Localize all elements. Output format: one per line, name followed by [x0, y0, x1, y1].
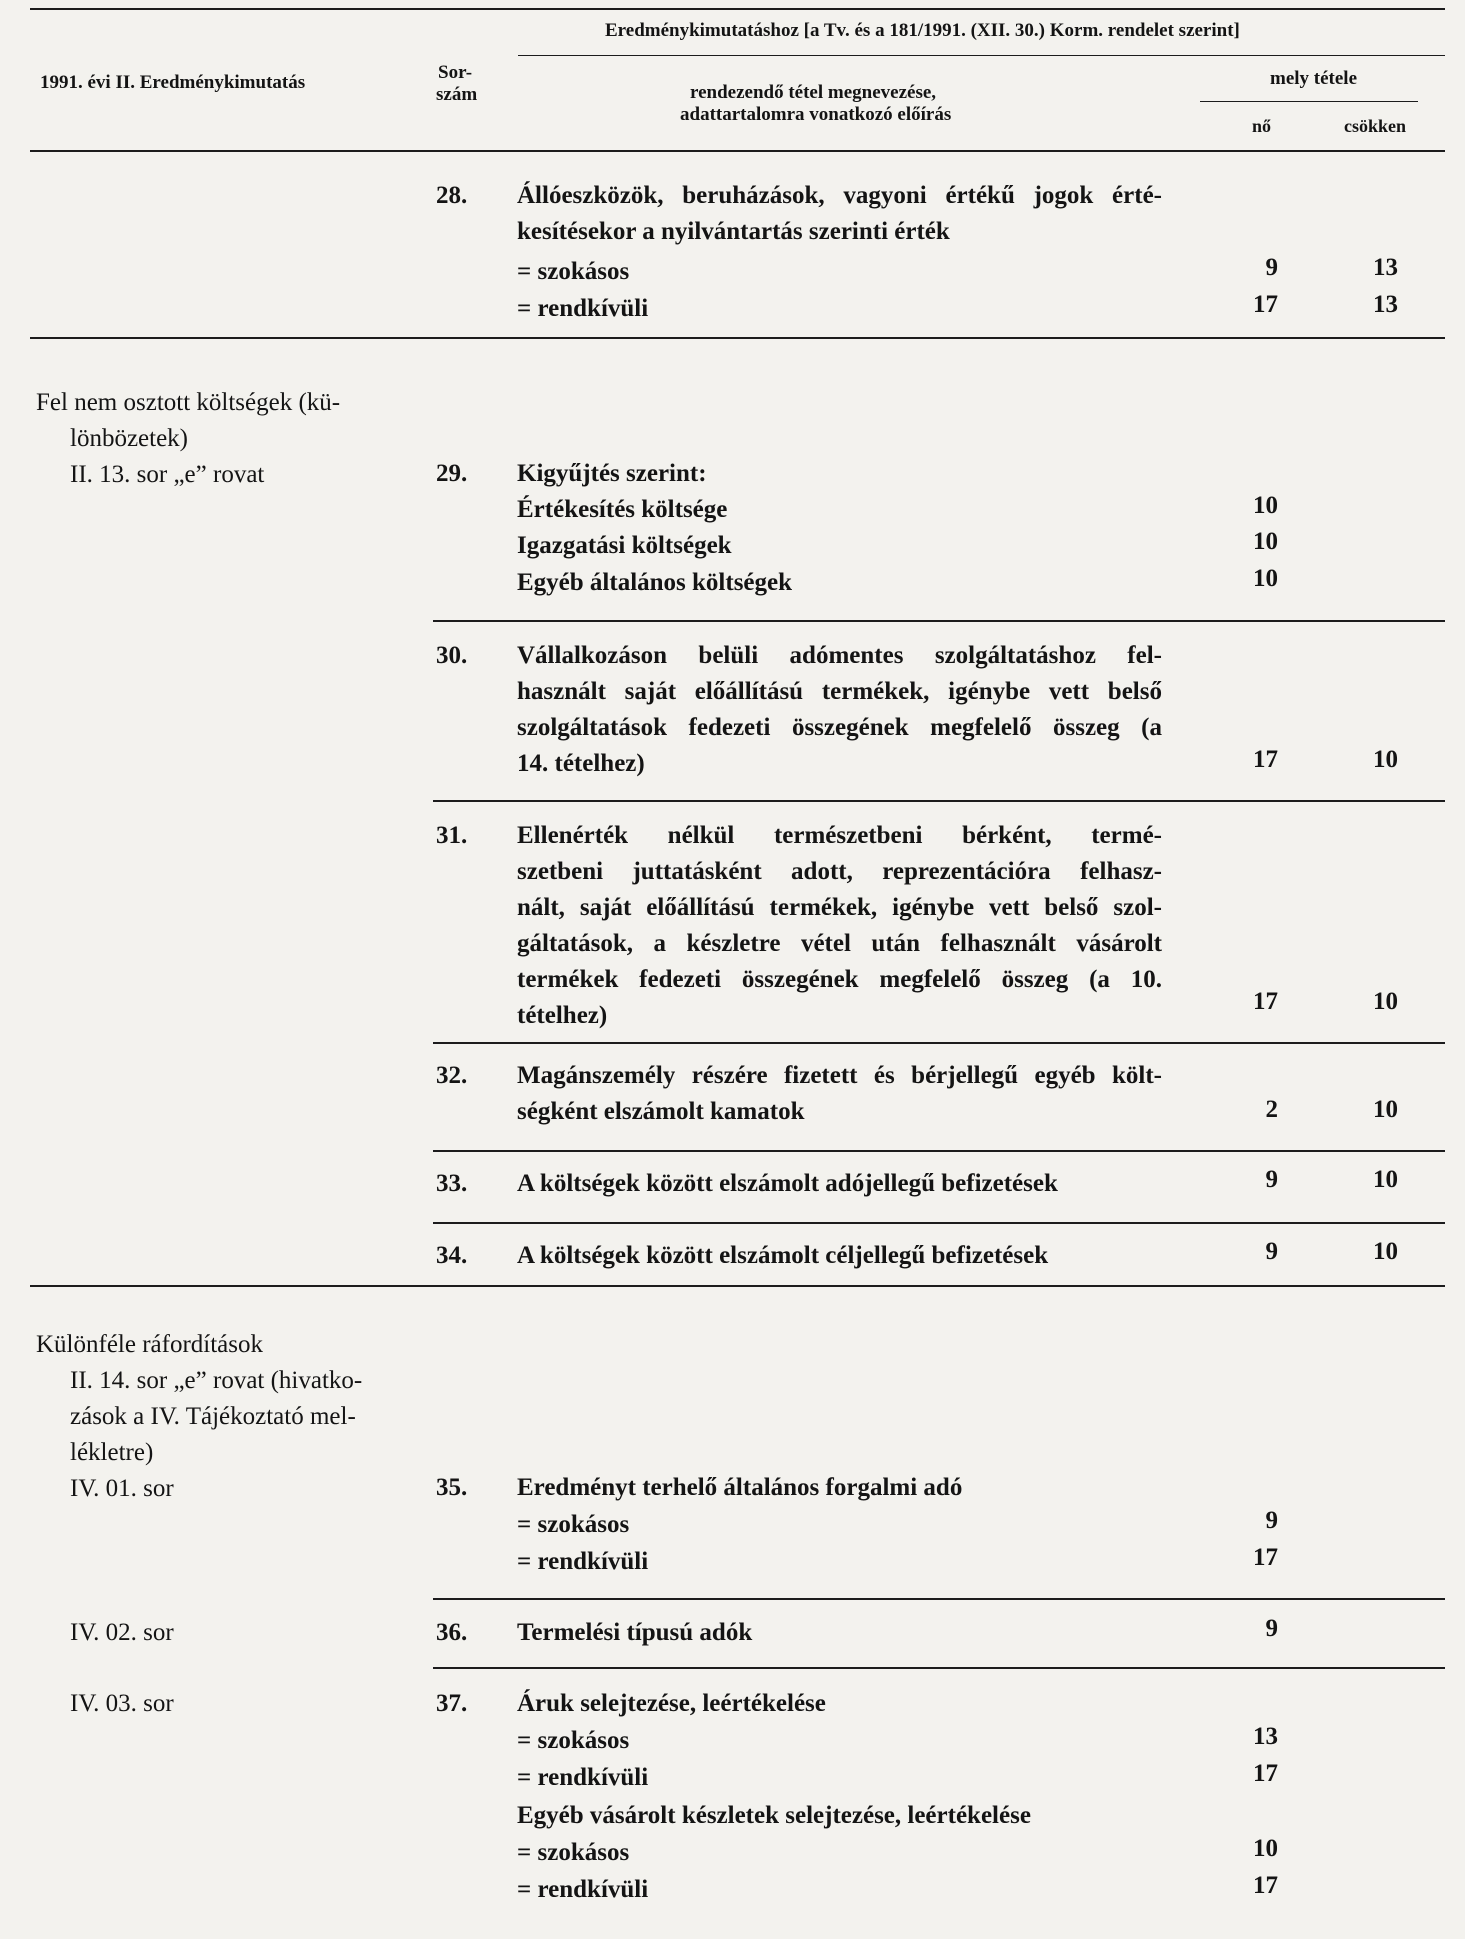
header-top-title: Eredménykimutatáshoz [a Tv. és a 181/1991. (XII. 30.) Korm. rendelet szerint] [605, 20, 1240, 41]
row-35-number: 35. [436, 1474, 468, 1501]
header-item-1: rendezendő tétel megnevezése, [690, 82, 937, 103]
row-37-sub2-no: 17 [1253, 1872, 1278, 1899]
header-no: nő [1252, 116, 1272, 136]
left-group-line: lékletre) [70, 1439, 154, 1466]
row-28-sub-label: = szokásos [517, 258, 630, 285]
rule-after-36 [433, 1667, 1445, 1669]
row-37-sub2-label: = rendkívüli [517, 1876, 649, 1903]
rule-after-34 [30, 1285, 1445, 1287]
row-34-text: A költségek között elszámolt céljellegű befizetések [517, 1242, 1049, 1269]
row-29-sub-label: Egyéb általános költségek [517, 569, 793, 596]
row-28-sub-label: = rendkívüli [517, 295, 649, 322]
row-29-sub-no: 10 [1253, 492, 1278, 519]
row-30-line: használt saját előállítású termékek, igénybe vett belső [517, 678, 1162, 705]
row-32-line: Magánszemély részére fizetett és bérjellegű egyéb költ- [517, 1062, 1162, 1089]
row-28-sub-no: 17 [1253, 291, 1278, 318]
left-iv03: IV. 03. sor [70, 1690, 174, 1717]
row-31-no: 17 [1253, 988, 1278, 1015]
row-35-text: Eredményt terhelő általános forgalmi adó [517, 1474, 963, 1501]
row-29-sub-label: Igazgatási költségek [517, 532, 732, 559]
row-28-sub-csokken: 13 [1373, 291, 1398, 318]
row-31-line: szetbeni juttatásként adott, reprezentációra felhasz- [517, 858, 1162, 885]
left-group-kulonfele [36, 1327, 362, 1507]
row-33-text: A költségek között elszámolt adójellegű befizetések [517, 1170, 1058, 1197]
row-35-sub-no: 17 [1253, 1544, 1278, 1571]
row-29-number: 29. [436, 460, 468, 487]
row-35-sub-label: = szokásos [517, 1511, 630, 1538]
left-group-fel-nem-osztott [36, 385, 340, 493]
header-col-rule [1200, 101, 1418, 102]
left-group-line: Különféle ráfordítások [36, 1331, 264, 1358]
row-32-text [517, 1058, 1162, 1130]
left-iv02: IV. 02. sor [70, 1619, 174, 1646]
row-34-no: 9 [1265, 1238, 1278, 1265]
row-29-sub-no: 10 [1253, 565, 1278, 592]
header-sorszam-1: Sor- [438, 62, 473, 83]
row-30-line: 14. tételhez) [517, 750, 645, 777]
row-37-sub2-no: 10 [1253, 1835, 1278, 1862]
row-32-line: ségként elszámolt kamatok [517, 1098, 805, 1125]
row-37-sub-no: 17 [1253, 1760, 1278, 1787]
row-34-number: 34. [436, 1242, 468, 1269]
row-31-line: tételhez) [517, 1002, 608, 1029]
row-35-sub-label: = rendkívüli [517, 1548, 649, 1575]
header-bottom-rule [30, 150, 1445, 152]
row-32-no: 2 [1265, 1096, 1278, 1123]
header-sorszam-2: szám [436, 84, 478, 105]
header-csokken: csökken [1344, 116, 1407, 136]
left-group-line: Fel nem osztott költségek (kü- [36, 389, 341, 416]
top-rule [30, 8, 1445, 10]
header-mely-tetele: mely tétele [1270, 68, 1358, 89]
rule-after-32 [433, 1150, 1445, 1152]
left-group-line: lönbözetek) [70, 425, 189, 452]
row-34-csokken: 10 [1373, 1238, 1398, 1265]
row-36-number: 36. [436, 1619, 468, 1646]
left-group-line: II. 13. sor „e” rovat [70, 461, 265, 488]
rule-after-28 [30, 337, 1445, 339]
row-37-sub-label: = rendkívüli [517, 1764, 649, 1791]
header-item-2: adattartalomra vonatkozó előírás [680, 104, 952, 125]
row-28-number: 28. [436, 182, 468, 209]
row-37-text-2: Egyéb vásárolt készletek selejtezése, leértékelése [517, 1802, 1031, 1829]
row-37-sub2-label: = szokásos [517, 1839, 630, 1866]
row-37-sub-no: 13 [1253, 1723, 1278, 1750]
row-37-sub-label: = szokásos [517, 1727, 630, 1754]
rule-after-30 [433, 800, 1445, 802]
left-group-line: zások a IV. Tájékoztató mel- [70, 1403, 356, 1430]
row-35-sub-no: 9 [1265, 1507, 1278, 1534]
row-30-line: szolgáltatások fedezeti összegének megfelelő összeg (a [517, 714, 1162, 741]
row-28-sub-no: 9 [1265, 254, 1278, 281]
row-29-sub-label: Értékesítés költsége [517, 496, 728, 523]
row-28-line: Állóeszközök, beruházások, vagyoni értékű jogok érté- [517, 182, 1162, 209]
row-32-number: 32. [436, 1062, 468, 1089]
row-28-text [517, 178, 1162, 250]
rule-after-29 [433, 620, 1445, 622]
header-left-title: 1991. évi II. Eredménykimutatás [40, 72, 306, 93]
row-36-no: 9 [1265, 1615, 1278, 1642]
row-31-line: Ellenérték nélkül természetbeni bérként, termé- [517, 822, 1162, 849]
row-36-text: Termelési típusú adók [517, 1619, 753, 1646]
row-29-sub-no: 10 [1253, 528, 1278, 555]
row-31-text [517, 818, 1162, 1034]
row-33-no: 9 [1265, 1166, 1278, 1193]
row-30-number: 30. [436, 642, 468, 669]
row-33-number: 33. [436, 1170, 468, 1197]
row-30-csokken: 10 [1373, 746, 1398, 773]
rule-after-33 [433, 1222, 1445, 1224]
row-32-csokken: 10 [1373, 1096, 1398, 1123]
row-29-text: Kigyűjtés szerint: [517, 460, 707, 487]
rule-after-35 [433, 1598, 1445, 1600]
row-33-csokken: 10 [1373, 1166, 1398, 1193]
row-28-line: kesítésekor a nyilvántartás szerinti érték [517, 218, 950, 245]
left-group-line: II. 14. sor „e” rovat (hivatko- [70, 1367, 363, 1394]
row-28-sub-csokken: 13 [1373, 254, 1398, 281]
left-group-line: IV. 01. sor [70, 1475, 174, 1502]
row-30-text [517, 638, 1162, 782]
row-31-line: termékek fedezeti összegének megfelelő összeg (a 10. [517, 966, 1162, 993]
row-31-line: gáltatások, a készletre vétel után felhasznált vásárolt [517, 930, 1162, 957]
row-31-number: 31. [436, 822, 468, 849]
row-31-csokken: 10 [1373, 988, 1398, 1015]
header-sub-rule [518, 55, 1445, 56]
row-37-text: Áruk selejtezése, leértékelése [517, 1690, 826, 1717]
rule-after-31 [433, 1042, 1445, 1044]
row-30-no: 17 [1253, 746, 1278, 773]
row-31-line: nált, saját előállítású termékek, igénybe vett belső szol- [517, 894, 1162, 921]
row-30-line: Vállalkozáson belüli adómentes szolgáltatáshoz fel- [517, 642, 1162, 669]
row-37-number: 37. [436, 1690, 468, 1717]
